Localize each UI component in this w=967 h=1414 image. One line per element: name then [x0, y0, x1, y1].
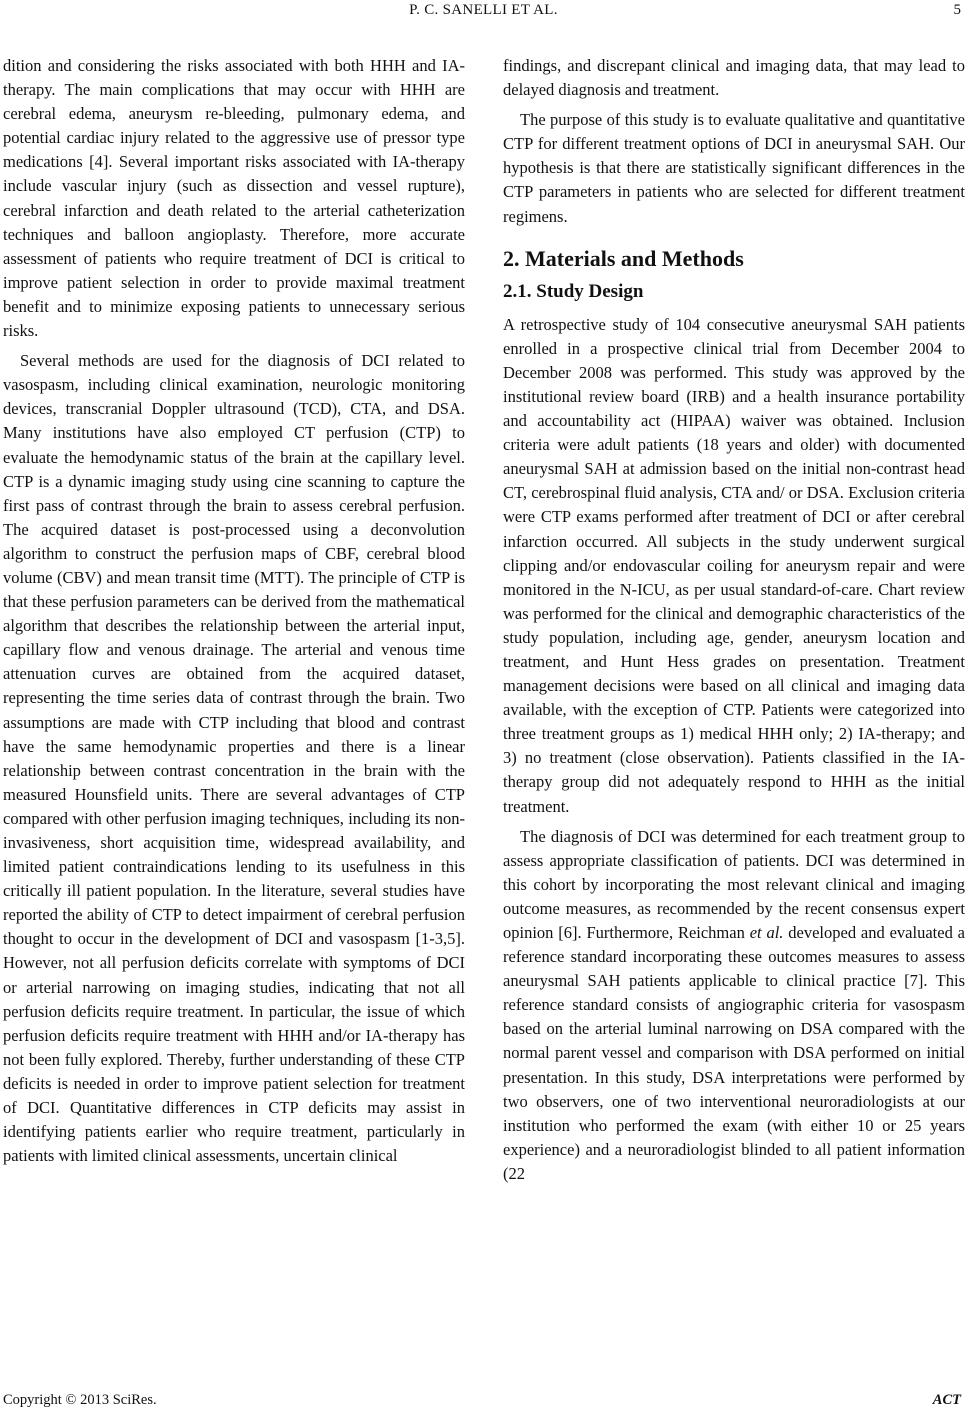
left-column	[3, 54, 465, 1168]
right-column	[503, 54, 965, 1186]
paragraph-methods-diagnosis: Several methods are used for the diagnosis of DCI related to vasospasm, including clinical examination, neurologic monitoring devices, transcranial Doppler ultrasound (TCD), CTA, and DSA. Many institutions have also employed CT perfusion (CTP) to evaluate the hemodynamic status of the brain at the capillary level. CTP is a dynamic imaging study using cine scanning to capture the first pass of contrast through the brain to assess cerebral perfusion. The acquired dataset is post-processed using a deconvolution algorithm to construct the perfusion maps of CBF, cerebral blood volume (CBV) and mean transit time (MTT). The principle of CTP is that these perfusion parameters can be derived from the mathematical algorithm that describes the relationship between the arterial input, capillary flow and venous drainage. The arterial and venous time attenuation curves are obtained from the acquired dataset, representing the time series data of contrast through the brain. Two assumptions are made with CTP including that blood and contrast have the same hemodynamic properties and there is a linear relationship between contrast concentration in the brain with the measured Hounsfield units. There are several advantages of CTP compared with other perfusion imaging techniques, including its non-invasiveness, short acquisition time, widespread availability, and limited patient contraindications lending to its usefulness in this critically ill patient population. In the literature, several studies have reported the ability of CTP to detect impairment of cerebral perfusion thought to occur in the development of DCI and vasospasm [1-3,5]. However, not all perfusion deficits correlate with symptoms of DCI or arterial narrowing on imaging studies, indicating that not all perfusion deficits require treatment. In particular, the issue of which perfusion deficits require treatment with HHH and/or IA-therapy has not been fully explored. Thereby, further understanding of these CTP deficits is needed in order to improve patient selection for treatment of DCI. Quantitative differences in CTP deficits may assist in identifying patients earlier who require treatment, particularly in patients with limited clinical assessments, uncertain clinical	[3, 351, 465, 1166]
paragraph-purpose: The purpose of this study is to evaluate qualitative and quantitative CTP for different treatment options of DCI in aneurysmal SAH. Our hypothesis is that there are statistically significant differences in the CTP parameters in patients who are selected for different treatment regimens.	[503, 110, 965, 226]
journal-abbrev: ACT	[932, 1392, 961, 1408]
paragraph-dci-text-a: The diagnosis of DCI was determined for each treatment group to assess appropriate classification of patients. DCI was determined in this cohort by incorporating the most relevant clinical and imaging outcome measures, as recommended by the recent consensus expert opinion [6]. Furthermore, Reichman	[503, 826, 965, 942]
paragraph-continued: dition and considering the risks associated with both HHH and IA-therapy. The main complications that may occur with HHH are cerebral edema, aneurysm re-bleeding, pulmonary edema, and potential cardiac injury related to the aggressive use of pressor type medications [4]. Several important risks associated with IA-therapy include vascular injury (such as dissection and vessel rupture), cerebral infarction and death related to the arterial catheterization techniques and balloon angioplasty. Therefore, more accurate assessment of patients who require treatment of DCI is critical to improve patient selection in order to provide maximal treatment benefit and to minimize exposing patients to unnecessary serious risks.	[3, 56, 465, 341]
paragraph-dci-diagnosis	[503, 825, 965, 1186]
paragraph-dci-text-b: developed and evaluated a reference standard incorporating these outcomes measures to assess aneurysmal SAH patients applicable to clinical practice [7]. This reference standard consists of angiographic criteria for vasospasm based on the arterial luminal narrowing on DSA compared with the normal parent vessel and comparison with DSA performed on initial presentation. In this study, DSA interpretations were performed by two observers, one of two interventional neuroradiologists at our institution who performed the exam (with either 10 or 25 years experience) and a neuroradiologist blinded to all patient information (22	[503, 923, 965, 1183]
section-heading: 2. Materials and Methods	[503, 245, 744, 271]
subsection-heading: 2.1. Study Design	[503, 280, 644, 302]
copyright-footer: Copyright © 2013 SciRes.	[3, 1392, 157, 1408]
running-head: P. C. SANELLI ET AL.	[409, 2, 558, 18]
page-number: 5	[953, 2, 961, 18]
paragraph-continued-right: findings, and discrepant clinical and imaging data, that may lead to delayed diagnosis and treatment.	[503, 56, 965, 100]
paragraph-dci-italic: et al.	[749, 923, 784, 942]
paragraph-study-design: A retrospective study of 104 consecutive aneurysmal SAH patients enrolled in a prospective clinical trial from December 2004 to December 2008 was performed. This study was approved by the institutional review board (IRB) and a health insurance portability and accountability act (HIPAA) waiver was obtained. Inclusion criteria were adult patients (18 years and older) with documented aneurysmal SAH at admission based on the initial non-contrast head CT, cerebrospinal fluid analysis, CTA and/ or DSA. Exclusion criteria were CTP exams performed after treatment of DCI or after cerebral infarction occurred. All subjects in the study underwent surgical clipping and/or endovascular coiling for aneurysm repair and were monitored in the N-ICU, as per usual standard-of-care. Chart review was performed for the clinical and demographic characteristics of the study population, including age, gender, aneurysm location and treatment, and Hunt Hess grades on presentation. Treatment management decisions were based on all clinical and imaging data available, with the exception of CTP. Patients were categorized into three treatment groups as 1) medical HHH only; 2) IA-therapy; and 3) no treatment (close observation). Patients classified in the IA-therapy group did not adequately respond to HHH as the initial treatment.	[503, 314, 965, 816]
